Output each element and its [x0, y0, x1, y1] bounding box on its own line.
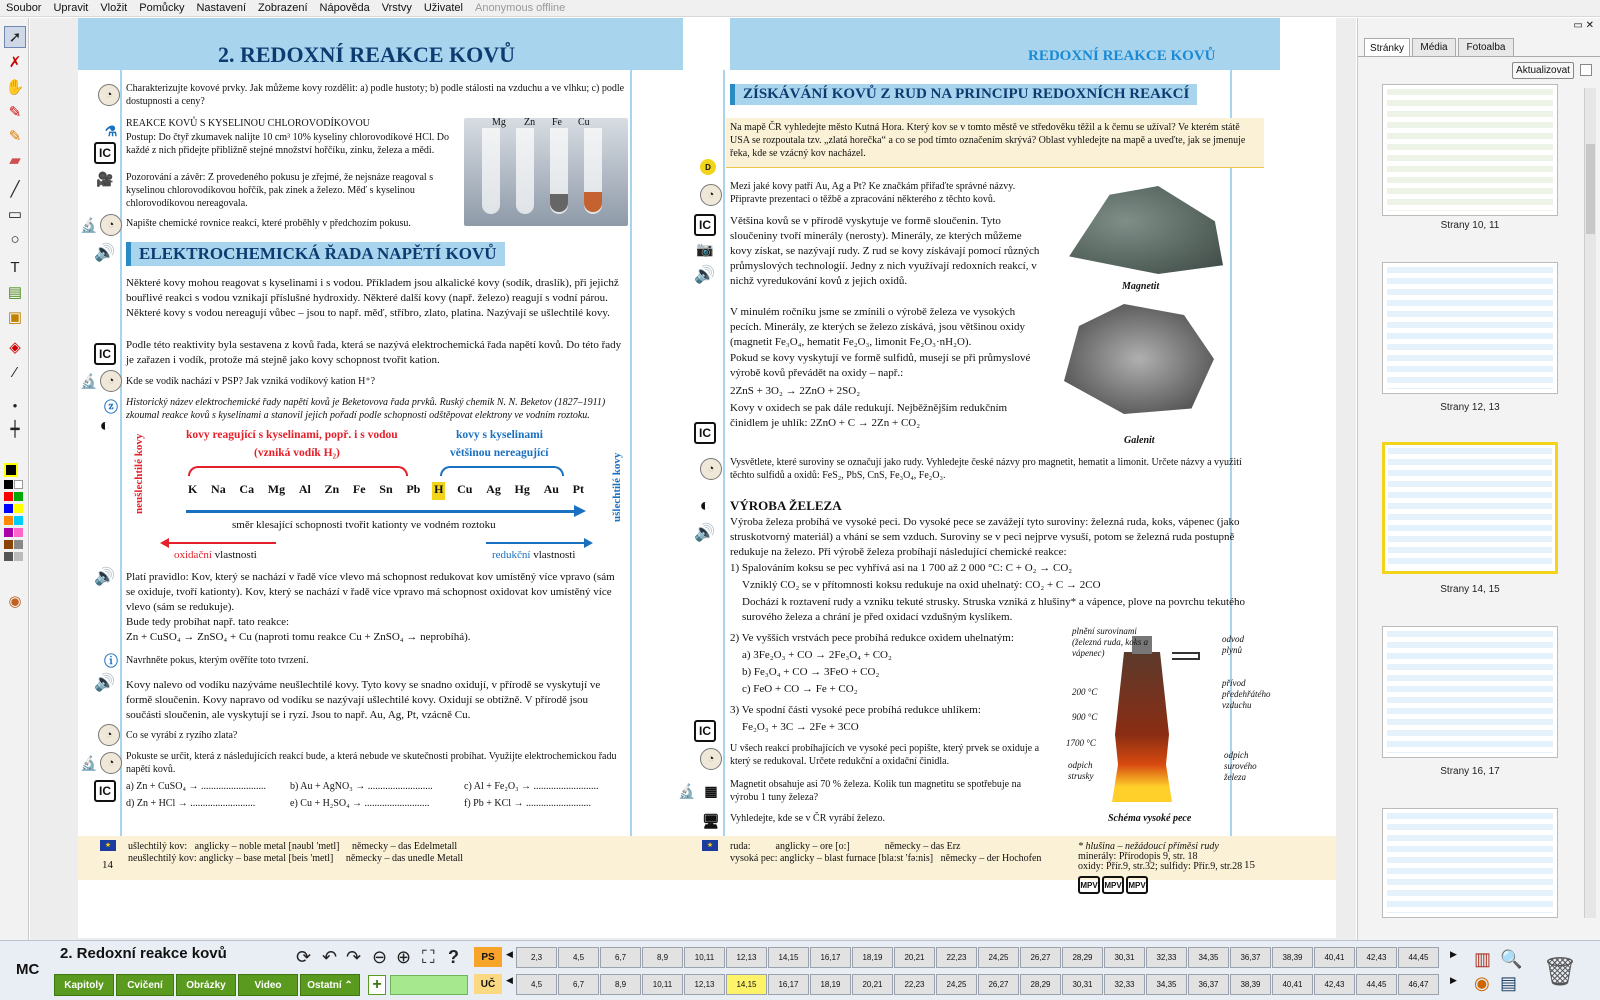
add-note-icon[interactable]: ▤	[7, 284, 23, 301]
menu-pomucky[interactable]: Pomůcky	[139, 2, 185, 14]
step-2b: b) Fe₃O₄ + CO → 3FeO + CO₂	[742, 666, 880, 678]
info-icon[interactable]: ⓩ	[104, 399, 118, 415]
mc-label[interactable]: MC	[16, 961, 40, 978]
page-thumbnail[interactable]	[1382, 626, 1558, 758]
page-pair-button[interactable]: 6,7	[600, 947, 641, 968]
color-swatch[interactable]	[4, 504, 13, 513]
trash-icon[interactable]: 🗑	[1542, 956, 1578, 987]
speaker-icon[interactable]: 🔊	[694, 265, 716, 284]
scrollbar-thumb[interactable]	[1586, 144, 1595, 234]
step-1c: Dochází k roztavení rudy a vzniku tekuté strusky. Struska vzniká z hlušiny* a vápence, plove na povrchu tekutého surového železa a chrání je před oxidací vzdušným kyslíkem.	[742, 596, 1245, 623]
page-pair-button[interactable]: 28,29	[1062, 947, 1103, 968]
category-cviceni[interactable]: Cvičení	[116, 974, 174, 996]
metal-symbol: Mg	[267, 482, 286, 496]
footer-vocab-3: ruda: anglicky – ore [o:] německy – das Erz	[730, 841, 961, 852]
undo-icon[interactable]: ↶	[322, 947, 338, 967]
reduction-label-rest: vlastnosti	[530, 549, 576, 561]
page-pair-button[interactable]: 24,25	[936, 974, 977, 995]
paragraph-3: Platí pravidlo: Kov, který se nachází v řadě více vlevo má schopnost redukovat kov umístěný více vpravo (sám se oxiduje, tvoří kationty). Kov, který se nachází v řadě více vpravo má schopnost oxidovat kov umístěný více vlevo (sám se redukuje).	[126, 571, 615, 613]
color-swatch[interactable]	[4, 552, 13, 561]
red-brace	[188, 466, 408, 476]
step-1: 1) Spalováním koksu se pec vyhřívá asi na 1 700 až 2 000 °C: C + O₂ → CO₂	[730, 562, 1073, 574]
series-arrow-line	[186, 510, 576, 513]
presentation-icon[interactable]: ▤	[1500, 973, 1518, 993]
row1-next-arrow[interactable]: ▶	[1450, 949, 1457, 959]
palette-icon[interactable]: ◉	[8, 593, 22, 610]
color-swatch[interactable]	[4, 516, 13, 525]
metal-symbol: K	[188, 482, 198, 496]
category-kapitoly[interactable]: Kapitoly	[54, 974, 114, 996]
oxidation-label: oxidační	[174, 549, 212, 561]
page-pair-button[interactable]: 40,41	[1272, 974, 1313, 995]
question-3: Navrhněte pokus, kterým ověříte toto tvrzení.	[126, 655, 309, 666]
page-pair-button[interactable]: 42,43	[1314, 974, 1355, 995]
reduction-label: redukční	[492, 549, 531, 561]
metal-symbol: Cu	[457, 482, 473, 496]
left-margin-line	[120, 70, 122, 850]
footer-vocab-4: vysoká pec: anglicky – blast furnace [bla:st 'fə:nis] německy – der Hochofen	[730, 853, 1042, 864]
add-button[interactable]: +	[368, 975, 386, 995]
exercise-d: d) Zn + HCl → ..........................	[126, 798, 256, 809]
right-margin-line	[723, 70, 725, 850]
owl-icon[interactable]: ◔	[700, 458, 722, 480]
paragraph-2: Podle této reaktivity byla sestavena z kovů řada, která se nazývá elektrochemická řada napětí kovů. Do této řady je zařazen i vodík, protože má stejně jako kovy schopnost tvořit kation.	[126, 339, 622, 366]
tab-fotoalba[interactable]: Fotoalba	[1458, 38, 1514, 56]
row2-next-arrow[interactable]: ▶	[1450, 975, 1457, 985]
mpv-badge[interactable]: MPV	[1078, 876, 1100, 894]
page-pair-button[interactable]: 20,21	[852, 974, 893, 995]
color-swatch[interactable]	[14, 540, 23, 549]
palette-icon[interactable]: ◉	[1474, 973, 1490, 993]
highlighter-icon[interactable]: ✎	[8, 128, 22, 145]
paint-bucket-icon[interactable]: ◈	[9, 339, 21, 356]
historical-note: Historický název elektrochemické řady napětí kovů je Beketovova řada prvků. Ruský chemik N. N. Beketov (1827–1911) zkoumal reakce kovů s kyselinami a stanovil jejich pořadí podle schopnosti odštěpovat elektrony ve vodním roztoku.	[126, 397, 606, 421]
user-status: Anonymous offline	[474, 2, 566, 14]
page-input[interactable]	[390, 975, 468, 995]
footer-reference-minerals: minerály: Přírodopis 9, str. 18	[1078, 851, 1198, 862]
zoom-out-icon[interactable]: ⊖	[372, 947, 388, 967]
color-swatch[interactable]	[4, 492, 13, 501]
metal-symbol: Fe	[352, 482, 366, 496]
step-2: 2) Ve vyšších vrstvách pece probíhá redukce oxidem uhelnatým:	[730, 632, 1014, 644]
paragraph-4: Kovy nalevo od vodíku nazýváme neušlechtilé kovy. Tyto kovy se snadno oxidují, v přírodě se vyskytují ve formě sloučenin. Kovy napravo od vodíku se nazývají ušlechtilé kovy. Oxidují se obtížně. V přírodě jsou součásti sloučenin, ale vyskytují se i ryzí. Jsou to např. Au, Ag, Pt, vzácně Cu.	[126, 679, 601, 721]
question-5: Pokuste se určit, která z následujících reakcí bude, a která nebude ve skutečnosti probíhat. Využijte elektrochemickou řadu napětí kovů.	[126, 751, 617, 775]
owl-icon[interactable]: ◔	[98, 84, 120, 106]
d-badge: D	[700, 159, 716, 175]
section-heading-elektrochemicka: ELEKTROCHEMICKÁ ŘADA NAPĚTÍ KOVŮ	[126, 242, 505, 266]
menu-upravit[interactable]: Upravit	[53, 2, 89, 14]
workarea	[30, 18, 1356, 940]
web-link-icon[interactable]: ◐	[699, 494, 711, 515]
category-obrazky[interactable]: Obrázky	[176, 974, 236, 996]
pen-icon[interactable]: ✎	[8, 104, 22, 121]
circle-icon[interactable]: ○	[10, 230, 20, 248]
microscope-icon[interactable]: 🔬	[678, 782, 696, 799]
panel-scrollbar[interactable]	[1584, 88, 1596, 918]
mostly-non-reacting-label: většinou nereagující	[450, 447, 549, 459]
text-icon[interactable]: T	[10, 258, 20, 276]
paragraph-r2: V minulém ročníku jsme se zmínili o výrobě železa ve vysokých pecích. Minerály, ze kterých se železo získává, jsou většinou oxidy (magnetit Fe₃O₄, hematit Fe₂O₃, limonit Fe₂O₃·nH₂O).	[730, 306, 1025, 348]
noble-metals-label: kovy s kyselinami	[456, 429, 543, 441]
furnace-label-exhaust: odvod plynů	[1222, 634, 1244, 655]
step-2c: c) FeO + CO → Fe + CO₂	[742, 683, 858, 695]
color-swatch[interactable]	[4, 528, 13, 537]
noble-metals-vertical-label: ušlechtilé kovy	[611, 452, 623, 522]
step-3a: Fe₂O₃ + 3C → 2Fe + 3CO	[742, 721, 859, 733]
tab-media[interactable]: Média	[1412, 38, 1456, 56]
paragraph-1: Některé kovy mohou reagovat s kyselinami i s vodou. Příkladem jsou alkalické kovy (sodík, draslík), při jejichž bouřlivé reakci s vodou vznikají příslušné hydroxidy. Některé další kovy (např. železo) reagují s vodní párou. Některé kovy s vodou nereagují vůbec – jsou to např. měď, stříbro, zlato, platina. Nazývají se ušlechtilé kovy.	[126, 277, 619, 319]
metal-symbol: Ag	[486, 482, 501, 496]
search-icon[interactable]: 🔍	[1500, 949, 1523, 969]
owl-icon[interactable]: ◔	[700, 184, 722, 206]
ic-icon[interactable]: IC	[94, 142, 116, 164]
ic-icon[interactable]: IC	[694, 422, 716, 444]
microscope-icon[interactable]: 🔬	[80, 216, 98, 233]
page-pair-button[interactable]: 34,35	[1146, 974, 1187, 995]
page-pair-button[interactable]: 20,21	[894, 947, 935, 968]
page-pair-button[interactable]: 30,31	[1062, 974, 1103, 995]
category-video[interactable]: Video	[238, 974, 298, 996]
reaction-example: Zn + CuSO₄ → ZnSO₄ + Cu (naproti tomu reakce Cu + ZnSO₄ → neprobíhá).	[126, 631, 471, 643]
page-pair-button[interactable]: 14,15	[726, 974, 767, 995]
metal-symbol: Pb	[406, 482, 421, 496]
page-pair-button[interactable]: 32,33	[1104, 974, 1145, 995]
experiment-conclusion: Pozorování a závěr: Z provedeného pokusu je zřejmé, že nejsnáze reagoval s kyselinou chlorovodíkovou hořčík, pak zinek a železo. Měď s kyselinou chlorovodíkovou nereagovala.	[126, 172, 434, 209]
metal-symbol: Au	[543, 482, 559, 496]
book-spread	[78, 18, 1336, 938]
question-r1: Mezi jaké kovy patří Au, Ag a Pt? Ke značkám přiřaďte správné názvy. Připravte prezentaci o těžbě a zpracování některého z těchto kovů.	[730, 181, 1016, 205]
galena-caption: Galenit	[1124, 435, 1155, 446]
equation-r1: 2ZnS + 3O₂ → 2ZnO + 2SO₂	[730, 385, 861, 397]
metal-symbol: Hg	[514, 482, 530, 496]
question-4: Co se vyrábí z ryzího zlata?	[126, 730, 238, 741]
footer-reference-oxides: oxidy: Přír.9, str.32; sulfidy: Přír.9, str.28	[1078, 861, 1243, 872]
section-heading-ziskavani: ZÍSKÁVÁNÍ KOVŮ Z RUD NA PRINCIPU REDOXNÍCH REAKCÍ	[730, 84, 1197, 105]
camera-icon[interactable]: 📷	[696, 240, 714, 257]
page-pair-button[interactable]: 16,17	[810, 947, 851, 968]
ps-button[interactable]: PS	[474, 947, 502, 967]
metal-symbol: Al	[298, 482, 311, 496]
speaker-icon[interactable]: 🔊	[94, 673, 116, 692]
intro-text: Na mapě ČR vyhledejte město Kutná Hora. Který kov se v tomto městě ve středověku těžil a k čemu se užíval? Ve kterém státě USA se rozpoutala tzv. „zlatá horečka“ a co se pod tímto označením skrývá? Oblast vyhledejte na mapě a uveďte, jak se jmenuje řeka, kde se vzácný kov nacházel.	[730, 122, 1246, 159]
rectangle-icon[interactable]: ▭	[7, 206, 23, 223]
exercise-e: e) Cu + H₂SO₄ → ..........................	[290, 798, 430, 809]
exercise-b: b) Au + AgNO₃ → ..........................	[290, 781, 433, 792]
question-1: Charakterizujte kovové prvky. Jak můžeme kovy rozdělit: a) podle hustoty; b) podle stálosti na vzduchu a ve vlhku; c) podle dostupnosti a ceny?	[126, 83, 625, 107]
video-camera-icon[interactable]: 🎥	[96, 170, 114, 187]
color-swatch[interactable]	[14, 528, 23, 537]
ic-icon[interactable]: IC	[694, 720, 716, 742]
footer-vocab-2: neušlechtilý kov: anglicky – base metal [beis 'metl] německy – das unedle Metall	[128, 853, 464, 864]
footer-vocab-1: ušlechtilý kov: anglicky – noble metal [nəubl 'metl] německy – das Edelmetall	[128, 841, 458, 852]
speaker-icon[interactable]: 🔊	[694, 523, 716, 542]
metal-symbol: Na	[211, 482, 226, 496]
test-tubes-photo	[464, 118, 628, 226]
page-pair-button[interactable]: 26,27	[1020, 947, 1061, 968]
tube-label-zn: Zn	[524, 117, 536, 128]
page-pair-button[interactable]: 38,39	[1272, 947, 1313, 968]
row2-prev-arrow[interactable]: ◀	[506, 975, 513, 985]
page-pair-button[interactable]: 18,19	[810, 974, 851, 995]
calculator-icon[interactable]: ▦	[704, 782, 718, 799]
galena-photo	[1064, 304, 1214, 414]
page-pair-button[interactable]: 12,13	[684, 974, 725, 995]
metal-symbol: Pt	[572, 482, 584, 496]
metal-symbol: Ca	[239, 482, 255, 496]
furnace-exhaust-pipe	[1172, 652, 1200, 660]
page-pair-button[interactable]: 4,5	[516, 974, 557, 995]
metal-series	[186, 482, 586, 500]
page-pair-button[interactable]: 40,41	[1314, 947, 1355, 968]
exercise-a: a) Zn + CuSO₄ → ..........................	[126, 781, 266, 792]
owl-icon[interactable]: ◔	[100, 214, 122, 236]
color-swatch[interactable]	[14, 516, 23, 525]
page-pair-button[interactable]: 28,29	[1020, 974, 1061, 995]
furnace-label-iron: odpich surového železa	[1224, 750, 1257, 782]
speaker-icon[interactable]: 🔊	[94, 567, 116, 586]
pages-panel	[1357, 18, 1600, 940]
redo-icon[interactable]: ↷	[346, 947, 362, 967]
menu-bar	[0, 0, 1600, 17]
update-button[interactable]: Aktualizovat	[1512, 62, 1574, 79]
page-pair-button[interactable]: 34,35	[1188, 947, 1229, 968]
page-pair-button[interactable]: 44,45	[1356, 974, 1397, 995]
eu-flag-icon: ★	[100, 840, 116, 851]
series-arrow-caption: směr klesající schopnosti tvořit kationty ve vodném roztoku	[232, 519, 496, 531]
furnace-label-slag: odpich strusky	[1068, 760, 1094, 781]
page-pair-button[interactable]: 46,47	[1398, 974, 1439, 995]
question-r2: Vysvětlete, které suroviny se označují jako rudy. Vyhledejte české názvy pro magnetit, hematit a limonit. Určete názvy a využití těchto sulfidů a oxidů: FeS₂, PbS, CnS, Fe₃O₄, Fe₂O₃.	[730, 457, 1242, 481]
page-pair-button[interactable]: 22,23	[894, 974, 935, 995]
page-pair-button[interactable]: 10,11	[684, 947, 725, 968]
page-thumbnail[interactable]	[1382, 262, 1558, 394]
page-pair-button[interactable]: 30,31	[1104, 947, 1145, 968]
eraser-cross-icon[interactable]: ✗	[8, 54, 22, 71]
hydrogen-forms-label: (vzniká vodík H₂)	[254, 447, 340, 459]
oxidation-arrow	[166, 542, 276, 544]
page-pair-button[interactable]: 8,9	[600, 974, 641, 995]
ic-icon[interactable]: IC	[94, 780, 116, 802]
blue-brace	[440, 466, 564, 476]
page-pair-button[interactable]: 26,27	[978, 974, 1019, 995]
oxidation-label-rest: vlastnosti	[211, 549, 257, 561]
paragraph-r5: Výroba železa probíhá ve vysoké peci. Do vysoké pece se zavážejí tyto suroviny: železná ruda, koks, vápenec (jako struskotvorný materiál) a vhání se sem vzduch. Suroviny se v peci nejprve vysuší, potom se železná ruda postupně redukuje na železo. Při výrobě železa probíhají následující chemické reakce:	[730, 516, 1240, 558]
question-r3: U všech reakcí probíhajících ve vysoké peci popište, který prvek se oxiduje a který se redukoval. Určete redukční a oxidační činidla.	[730, 743, 1040, 767]
base-metals-vertical-label: neušlechtilé kovy	[133, 433, 145, 514]
step-2a: a) 3Fe₂O₃ + CO → 2Fe₃O₄ + CO₂	[742, 649, 892, 661]
metal-symbol: H	[432, 482, 445, 500]
furnace-label-air: přívod předehřátého vzduchu	[1222, 678, 1271, 710]
page-number-right: 15	[1244, 859, 1255, 871]
thumbnail-label: Strany 12, 13	[1440, 402, 1500, 413]
microscope-icon[interactable]: 🔬	[80, 754, 98, 771]
owl-icon[interactable]: ◔	[98, 724, 120, 746]
menu-napoveda[interactable]: Nápověda	[319, 2, 370, 14]
thickness-dot-icon[interactable]: ●	[12, 400, 18, 410]
tube-label-fe: Fe	[552, 117, 562, 128]
chapter-title: 2. Redoxní reakce kovů	[60, 945, 227, 962]
exercise-f: f) Pb + KCl → ..........................	[464, 798, 592, 809]
bottom-navigation-bar	[0, 940, 1600, 1000]
owl-icon[interactable]: ◔	[100, 752, 122, 774]
toolbox	[0, 18, 29, 940]
magnetite-caption: Magnetit	[1122, 281, 1160, 292]
footer-note-hlusina: * hlušina – nežádoucí příměsi rudy	[1078, 841, 1219, 852]
color-swatch[interactable]	[14, 504, 23, 513]
panel-window-controls[interactable]: ▭ ✕	[1573, 20, 1594, 31]
experiment-task: Napište chemické rovnice reakcí, které proběhly v předchozím pokusu.	[126, 218, 411, 229]
books-icon[interactable]: ▥	[1474, 949, 1492, 969]
oxidation-arrow-head	[160, 538, 169, 548]
magnetite-photo	[1061, 186, 1223, 274]
page-thumbnail-active[interactable]	[1382, 442, 1558, 574]
test-tube-icon[interactable]: ⚗	[104, 122, 118, 139]
mpv-badge[interactable]: MPV	[1102, 876, 1124, 894]
thumbnail-label: Strany 14, 15	[1440, 584, 1500, 595]
page-number-left: 14	[102, 859, 113, 871]
page-pair-button[interactable]: 4,5	[558, 947, 599, 968]
pipette-icon[interactable]: ⁄	[13, 363, 17, 381]
page-pair-button[interactable]: 16,17	[768, 974, 809, 995]
paragraph-r1: Většina kovů se v přírodě vyskytuje ve formě sloučenin. Tyto sloučeniny tvoří minerály (nerosty). Minerály, ze kterých můžeme kovy získat, se nazývají rudy. Z rud se kovy získávají pomocí různých průmyslových technologií. Jedny z nich využívají redoxních reakcí, v nichž vyredukování kovů z jejich oxidů.	[730, 215, 1040, 287]
row1-prev-arrow[interactable]: ◀	[506, 949, 513, 959]
category-ostatni[interactable]: Ostatní ⌃	[300, 974, 360, 996]
select-arrow-icon[interactable]: ➚	[4, 26, 26, 48]
tube-label-cu: Cu	[578, 117, 590, 128]
furnace-label-1700: 1700 °C	[1066, 738, 1096, 748]
tab-stranky[interactable]: Stránky	[1364, 38, 1410, 57]
furnace-shaft	[1112, 652, 1172, 802]
color-swatch[interactable]	[14, 552, 23, 561]
step-3: 3) Ve spodní části vysoké pece probíhá redukce uhlíkem:	[730, 704, 981, 716]
reactive-metals-label: kovy reagující s kyselinami, popř. i s vodou	[186, 429, 398, 441]
menu-soubor[interactable]: Soubor	[6, 2, 42, 14]
exercise-c: c) Al + Fe₂O₃ → ..........................	[464, 781, 599, 792]
eu-flag-icon: ★	[702, 840, 718, 851]
info-icon[interactable]: ⓘ	[104, 653, 118, 669]
uc-button[interactable]: UČ	[474, 974, 502, 994]
right-header-title: REDOXNÍ REAKCE KOVŮ	[1028, 48, 1216, 64]
color-swatch[interactable]	[4, 540, 13, 549]
page-pair-button[interactable]: 8,9	[642, 947, 683, 968]
zoom-in-icon[interactable]: ⊕	[396, 947, 412, 967]
page-pair-button[interactable]: 36,37	[1188, 974, 1229, 995]
line-icon[interactable]: ╱	[10, 181, 20, 198]
speaker-icon[interactable]: 🔊	[94, 243, 116, 262]
image-icon[interactable]: ▣	[7, 309, 23, 326]
ic-icon[interactable]: IC	[694, 214, 716, 236]
current-color-swatch[interactable]	[4, 463, 18, 477]
reduction-arrow	[486, 542, 586, 544]
furnace-label-top: plnění surovinami (železná ruda, koks a vápenec)	[1072, 626, 1148, 658]
page-pair-button[interactable]: 32,33	[1146, 947, 1187, 968]
section-heading-vyroba-zeleza: VÝROBA ŽELEZA	[730, 498, 842, 513]
page-pair-button[interactable]: 6,7	[558, 974, 599, 995]
experiment-title: REAKCE KOVŮ S KYSELINOU CHLOROVODÍKOVOU	[126, 118, 370, 129]
color-swatch[interactable]	[14, 480, 23, 489]
computer-icon[interactable]: 🖥	[702, 812, 720, 829]
series-arrow-head	[574, 505, 586, 517]
paragraph-r3: Pokud se kovy vyskytují ve formě sulfidů, musejí se při průmyslové výrobě kovů převádět na oxidy – např.:	[730, 352, 1031, 379]
furnace-label-900: 900 °C	[1072, 712, 1098, 722]
fullscreen-icon[interactable]: ⛶	[422, 947, 435, 967]
menu-nastaveni[interactable]: Nastavení	[196, 2, 247, 14]
page-pair-button[interactable]: 18,19	[852, 947, 893, 968]
question-r4: Magnetit obsahuje asi 70 % železa. Kolik tun magnetitu se spotřebuje na výrobu 1 tuny železa?	[730, 779, 1022, 803]
menu-zobrazeni[interactable]: Zobrazení	[258, 2, 308, 14]
eraser-icon[interactable]: ▰	[9, 152, 21, 169]
web-link-icon[interactable]: ◐	[99, 414, 111, 435]
refresh-icon[interactable]: ⟳	[296, 947, 312, 967]
page-thumbnail[interactable]	[1382, 808, 1558, 918]
thumbnail-label: Strany 16, 17	[1440, 766, 1500, 777]
left-right-line	[630, 70, 632, 850]
ic-icon[interactable]: IC	[94, 343, 116, 365]
page-pair-button[interactable]: 12,13	[726, 947, 767, 968]
page-pair-button[interactable]: 22,23	[936, 947, 977, 968]
menu-uzivatel[interactable]: Uživatel	[423, 2, 463, 14]
help-icon[interactable]: ?	[448, 947, 459, 967]
experiment-procedure: Postup: Do čtyř zkumavek nalijte 10 cm³ 10% kyseliny chlorovodíkové HCl. Do každé z nich přidejte přibližně stejné množství hořčíku, zinku, železa a mědi.	[126, 132, 449, 156]
paragraph-3b: Bude tedy probíhat např. tato reakce:	[126, 616, 290, 628]
metal-symbol: Zn	[324, 482, 340, 496]
color-swatch[interactable]	[4, 480, 13, 489]
question-r5: Vyhledejte, kde se v ČR vyrábí železo.	[730, 813, 885, 824]
menu-vlozit[interactable]: Vložit	[100, 2, 128, 14]
furnace-caption: Schéma vysoké pece	[1108, 813, 1192, 824]
page-title: 2. REDOXNÍ REAKCE KOVŮ	[218, 42, 516, 67]
mpv-badge[interactable]: MPV	[1126, 876, 1148, 894]
paragraph-r4: Kovy v oxidech se pak dále redukují. Nejběžnějším redukčním činidlem je uhlík: 2ZnO + C → 2Zn + CO₂	[730, 402, 1008, 429]
thumbnail-label: Strany 10, 11	[1440, 220, 1500, 231]
menu-vrstvy[interactable]: Vrstvy	[381, 2, 412, 14]
reduction-arrow-head	[584, 538, 593, 548]
page-pair-button[interactable]: 10,11	[642, 974, 683, 995]
update-checkbox[interactable]	[1580, 64, 1592, 76]
thickness-slider[interactable]: ┿	[10, 421, 20, 438]
owl-icon[interactable]: ◔	[700, 748, 722, 770]
microscope-icon[interactable]: 🔬	[80, 372, 98, 389]
question-2: Kde se vodík nachází v PSP? Jak vzniká vodíkový kation H⁺?	[126, 376, 376, 387]
electrochemical-series-diagram	[133, 426, 626, 562]
page-pair-button[interactable]: 2,3	[516, 947, 557, 968]
page-pair-button[interactable]: 24,25	[978, 947, 1019, 968]
color-swatch[interactable]	[14, 492, 23, 501]
step-1b: Vzniklý CO₂ se v přítomnosti koksu redukuje na oxid uhelnatý: CO₂ + C → 2CO	[742, 579, 1101, 591]
page-pair-button[interactable]: 14,15	[768, 947, 809, 968]
panel-tab-line	[1358, 56, 1600, 57]
furnace-label-200: 200 °C	[1072, 687, 1098, 697]
page-pair-button[interactable]: 36,37	[1230, 947, 1271, 968]
owl-icon[interactable]: ◔	[100, 370, 122, 392]
page-pair-button[interactable]: 42,43	[1356, 947, 1397, 968]
page-pair-button[interactable]: 44,45	[1398, 947, 1439, 968]
page-pair-button[interactable]: 38,39	[1230, 974, 1271, 995]
page-thumbnail[interactable]	[1382, 84, 1558, 216]
tube-label-mg: Mg	[492, 117, 506, 128]
hand-icon[interactable]: ✋	[5, 79, 25, 96]
metal-symbol: Sn	[379, 482, 393, 496]
